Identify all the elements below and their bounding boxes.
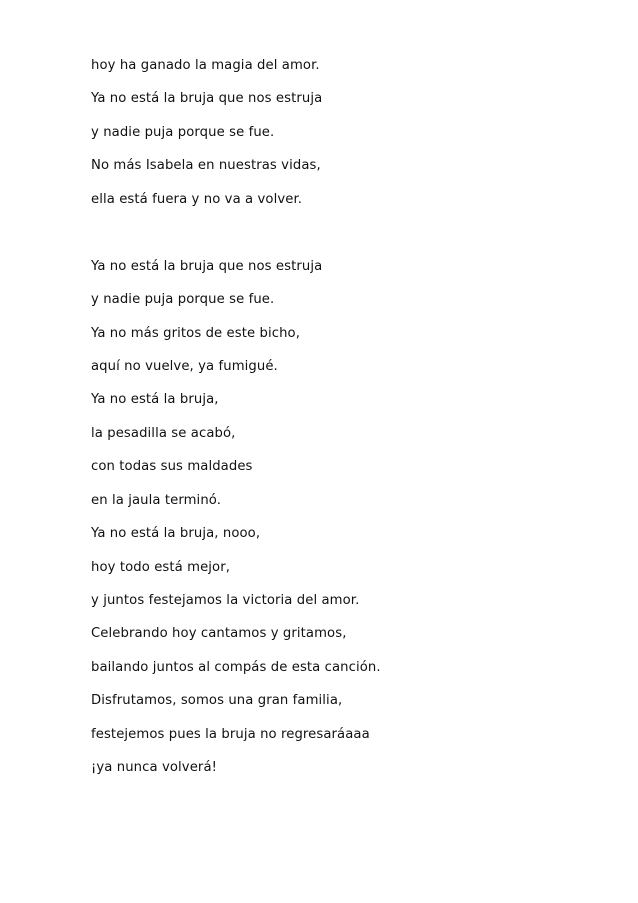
song-lyrics (91, 55, 611, 791)
lyric-line: con todas sus maldades (91, 459, 253, 475)
lyric-line: ¡ya nunca volverá! (91, 760, 218, 776)
lyric-line: hoy todo está mejor, (91, 559, 231, 575)
lyric-line: hoy ha ganado la magia del amor. (91, 58, 320, 73)
lyric-line: bailando juntos al compás de esta canción. (91, 659, 381, 675)
lyric-line: Ya no está la bruja que nos estruja (91, 258, 323, 274)
lyric-line: festejemos pues la bruja no regresaráaaa (91, 726, 370, 742)
lyric-line: aquí no vuelve, ya fumigué. (91, 358, 278, 374)
lyric-line: y nadie puja porque se fue. (91, 124, 275, 140)
lyric-line: Ya no está la bruja, nooo, (91, 526, 261, 542)
lyric-line: Celebrando hoy cantamos y gritamos, (91, 626, 347, 642)
lyric-line: y nadie puja porque se fue. (91, 292, 275, 308)
lyric-line: ella está fuera y no va a volver. (91, 191, 303, 207)
lyric-line: en la jaula terminó. (91, 492, 222, 508)
lyric-line: Ya no está la bruja que nos estruja (91, 91, 323, 107)
lyric-line: Disfrutamos, somos una gran familia, (91, 693, 343, 709)
lyric-line: Ya no más gritos de este bicho, (91, 325, 301, 341)
lyric-line: No más Isabela en nuestras vidas, (91, 158, 321, 174)
stanza-break (91, 222, 611, 244)
lyric-line: Ya no está la bruja, (91, 392, 219, 408)
lyric-line: y juntos festejamos la victoria del amor. (91, 593, 360, 608)
lyric-line: la pesadilla se acabó, (91, 425, 236, 441)
